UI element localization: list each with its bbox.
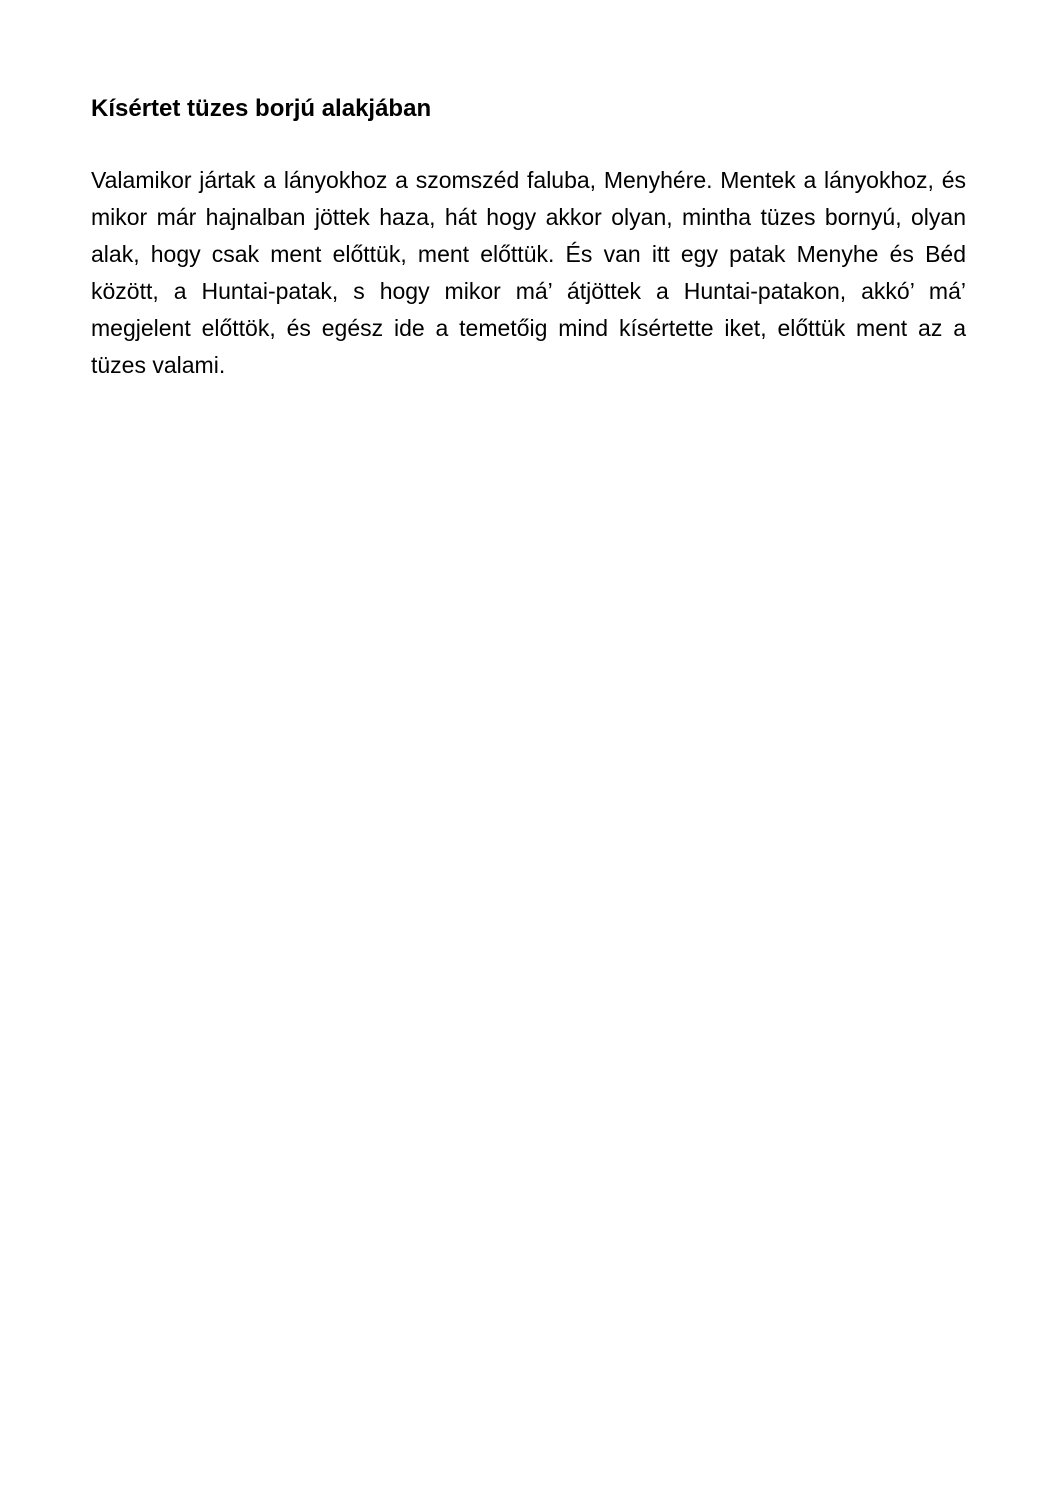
document-title: Kísértet tüzes borjú alakjában bbox=[91, 95, 432, 122]
document-content bbox=[91, 90, 966, 384]
document-body-paragraph: Valamikor jártak a lányokhoz a szomszéd faluba, Menyhére. Mentek a lányokhoz, és mikor már hajnalban jöttek haza, hát hogy akkor olyan, mintha tüzes bornyú, olyan alak, hogy csak ment előttük, ment előttük. És van itt egy patak Menyhe és Béd között, a Huntai-patak, s hogy mikor má’ átjöttek a Huntai-patakon, akkó’ má’ megjelent előttök, és egész ide a temetőig mind kísértette iket, előttük ment az a tüzes valami. bbox=[91, 167, 966, 378]
